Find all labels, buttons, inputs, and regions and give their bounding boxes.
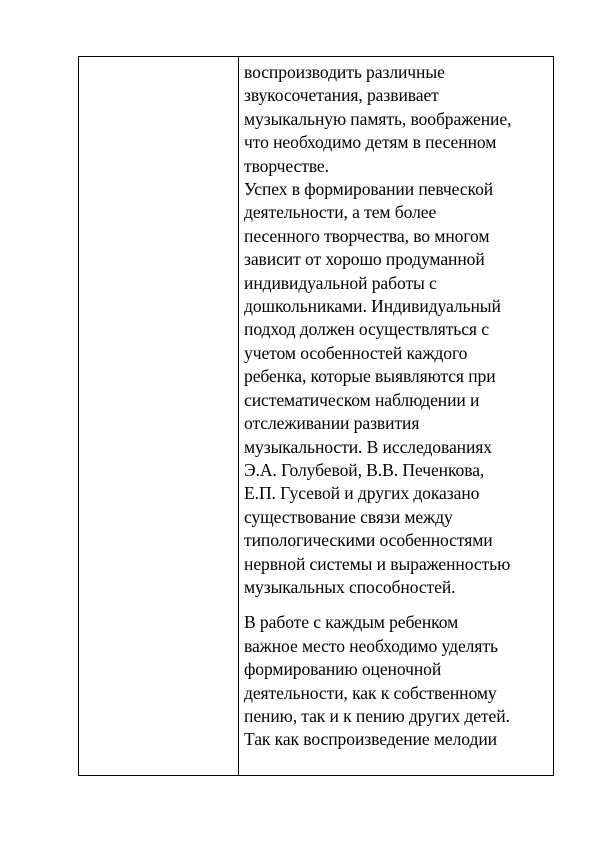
text-line: важное место необходимо уделять: [244, 635, 498, 656]
text-line: музыкальную память, воображение,: [244, 108, 512, 129]
text-line: что необходимо детям в песенном: [244, 132, 497, 153]
text-line: ребенка, которые выявляются при: [244, 366, 496, 387]
text-line: Е.П. Гусевой и других доказано: [244, 483, 480, 504]
text-line: отслеживании развития: [244, 413, 420, 434]
text-line: типологическими особенностями: [244, 530, 493, 551]
text-line: звукосочетания, развивает: [244, 85, 439, 106]
text-line: деятельности, как к собственному: [244, 682, 497, 703]
paragraph-spacing: [244, 599, 549, 611]
text-line: учетом особенностей каждого: [244, 342, 468, 363]
text-line: Э.А. Голубевой, В.В. Печенкова,: [244, 459, 485, 480]
text-line: подход должен осуществляться с: [244, 319, 489, 340]
text-line: В работе с каждым ребенком: [244, 612, 459, 633]
text-line: Успех в формировании певческой: [244, 179, 494, 200]
text-line: индивидуальной работы с: [244, 272, 437, 293]
text-line: музыкальности. В исследованиях: [244, 436, 492, 457]
paragraph-3: [244, 611, 549, 751]
text-line: творчестве.: [244, 155, 329, 176]
table-cell-right: [239, 57, 553, 775]
paragraph-1: [244, 61, 549, 178]
text-line: зависит от хорошо продуманной: [244, 249, 485, 270]
text-line: нервной системы и выраженностью: [244, 553, 511, 574]
document-table: [78, 56, 554, 776]
text-line: дошкольниками. Индивидуальный: [244, 296, 501, 317]
text-line: пению, так и к пению других детей.: [244, 705, 510, 726]
paragraph-2: [244, 178, 549, 599]
table-cell-left: [79, 57, 239, 775]
text-line: деятельности, а тем более: [244, 202, 437, 223]
text-line: систематическом наблюдении и: [244, 389, 480, 410]
text-line: музыкальных способностей.: [244, 576, 456, 597]
text-line: существование связи между: [244, 506, 453, 527]
text-line: песенного творчества, во многом: [244, 225, 490, 246]
text-line: формированию оценочной: [244, 659, 442, 680]
text-line: Так как воспроизведение мелодии: [244, 729, 497, 750]
text-line: воспроизводить различные: [244, 62, 445, 82]
